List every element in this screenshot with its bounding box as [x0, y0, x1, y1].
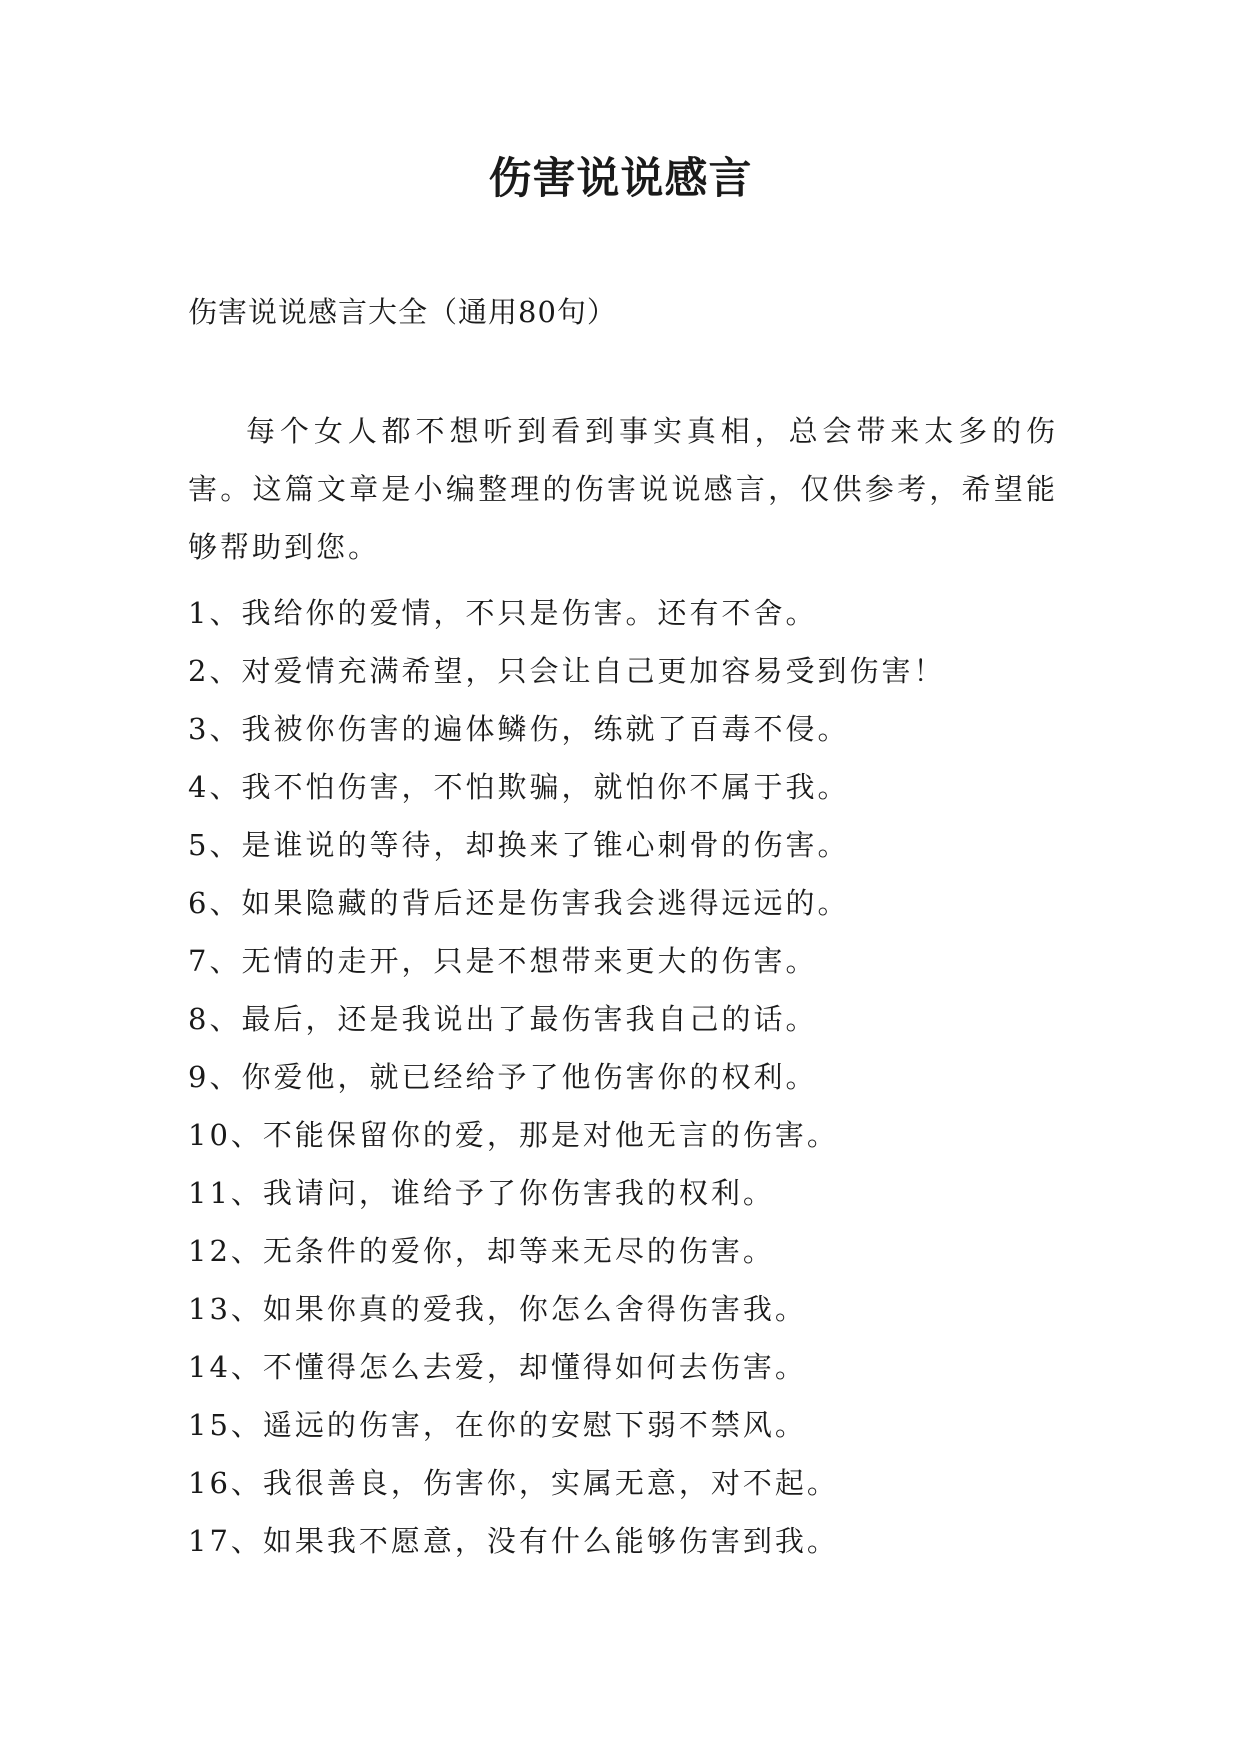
list-item-1: 1、我给你的爱情，不只是伤害。还有不舍。	[188, 596, 818, 630]
list-item-7: 7、无情的走开，只是不想带来更大的伤害。	[188, 944, 818, 978]
list-item-2: 2、对爱情充满希望，只会让自己更加容易受到伤害！	[188, 654, 946, 688]
list-item-11: 11、我请问，谁给予了你伤害我的权利。	[188, 1176, 775, 1210]
list-item-6: 6、如果隐藏的背后还是伤害我会逃得远远的。	[188, 886, 850, 920]
list-item-10: 10、不能保留你的爱，那是对他无言的伤害。	[188, 1118, 839, 1152]
list-item-12: 12、无条件的爱你，却等来无尽的伤害。	[188, 1234, 775, 1268]
list-item-8: 8、最后，还是我说出了最伤害我自己的话。	[188, 1002, 818, 1036]
list-item-4: 4、我不怕伤害，不怕欺骗，就怕你不属于我。	[188, 770, 850, 804]
document-subtitle: 伤害说说感言大全（通用80句）	[188, 295, 617, 329]
list-item-17: 17、如果我不愿意，没有什么能够伤害到我。	[188, 1524, 839, 1558]
intro-paragraph: 每个女人都不想听到看到事实真相，总会带来太多的伤害。这篇文章是小编整理的伤害说说感言，仅供参考，希望能够帮助到您。	[188, 414, 1058, 564]
list-item-15: 15、遥远的伤害，在你的安慰下弱不禁风。	[188, 1408, 807, 1442]
list-item-16: 16、我很善良，伤害你，实属无意，对不起。	[188, 1466, 839, 1500]
list-item-13: 13、如果你真的爱我，你怎么舍得伤害我。	[188, 1292, 807, 1326]
list-item-3: 3、我被你伤害的遍体鳞伤，练就了百毒不侵。	[188, 712, 850, 746]
page-title: 伤害说说感言	[488, 154, 753, 204]
quote-list	[188, 584, 1088, 1570]
list-item-14: 14、不懂得怎么去爱，却懂得如何去伤害。	[188, 1350, 807, 1384]
list-item-9: 9、你爱他，就已经给予了他伤害你的权利。	[188, 1060, 818, 1094]
list-item-5: 5、是谁说的等待，却换来了锥心刺骨的伤害。	[188, 828, 850, 862]
